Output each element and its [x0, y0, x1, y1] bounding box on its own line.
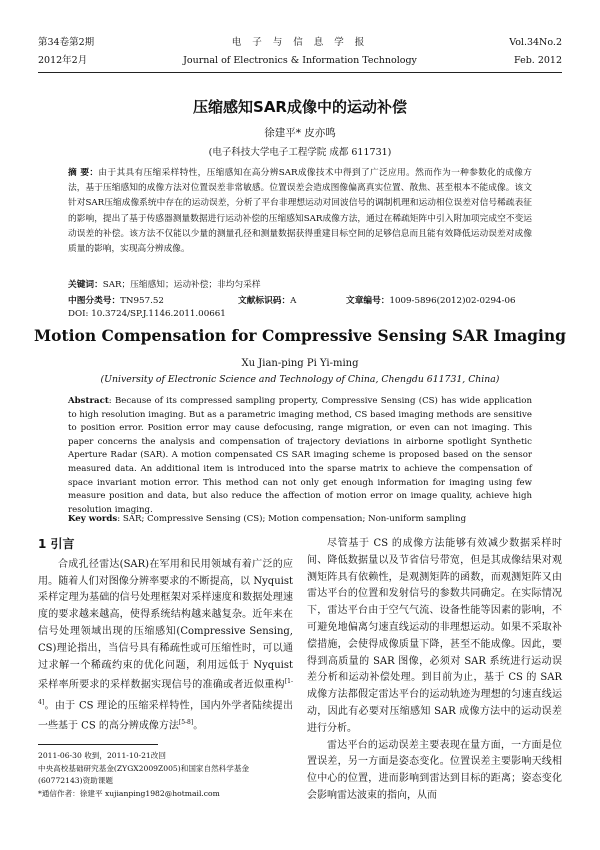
abstract-cn-label: 摘 要：	[68, 168, 99, 178]
clc-value: TN957.52	[120, 296, 164, 306]
funding-note: 中央高校基础研究基金(ZYGX2009Z005)和国家自然科学基金(60772143)资助课题	[38, 763, 250, 785]
body-column-left	[38, 536, 293, 735]
authors-cn: 徐建平* 皮亦鸣	[264, 127, 336, 139]
journal-name-en: Journal of Electronics & Information Technology	[183, 55, 417, 66]
title-en: Motion Compensation for Compressive Sensing SAR Imaging	[34, 326, 566, 345]
volume-en: Vol.34No.2	[509, 37, 562, 48]
clc-label: 中图分类号：	[68, 296, 121, 306]
date-cn: 2012年2月	[38, 55, 88, 66]
abstract-cn-text: 由于其具有压缩采样特性，压缩感知在高分辨SAR成像技术中得到了广泛应用。然而作为一种参数化的成像方法，基于压缩感知的成像方法对位置误差非常敏感。位置误差会造成图像偏离真实位置、散焦、甚至根本不能成像。该文针对SAR压缩成像系统中存在的运动误差，分析了平台非理想运动对回波信号的调制机理和运动相位误差对信号稀疏表征的影响，提出了基于传感器测量数据进行运动补偿的压缩感知SAR成像方法，通过在稀疏矩阵中引入附加项完成空不变运动误差的补偿。该方法不仅能以少量的测量孔径和测量数据获得重建目标空间的足够信息而且能有效降低运动误差对成像质量的影响，实现高分辨成像。	[68, 168, 532, 255]
keywords-en	[68, 514, 532, 524]
affiliation-cn: (电子科技大学电子工程学院 成都 611731)	[208, 147, 392, 158]
abstract-en	[68, 395, 532, 517]
doc-code-label: 文献标识码：	[238, 296, 291, 306]
header-rule	[38, 72, 562, 73]
intro-paragraph-1: 合成孔径雷达(SAR)在军用和民用领域有着广泛的应用。随着人们对图像分辨率要求的不断提高，以 Nyquist 采样定理为基础的信号处理框架对采样速度和数据处理速度的要求越来越高，使得系统结构越来越复杂。近年来在信号处理领域出现的压缩感知(Compressive Sensing, CS)理论指出，当信号具有稀疏性或可压缩性时，可以通过求解一个稀疏约束的优化问题，利用远低于 Nyquist 采样率所要求的采样数据实现信号的准确或者近似重构[1-4]。由于 CS 理论的压缩采样特性，国内外学者陆续提出一些基于 CS 的高分辨成像方法[5-8]。	[38, 558, 293, 731]
running-header	[38, 34, 562, 74]
body-column-right	[307, 536, 562, 805]
intro-paragraph-3: 雷达平台的运动误差主要表现在量方面，一方面是位置误差，另一方面是姿态变化。位置误差主要影响天线相位中心的位置，进而影响到雷达到目标的距离；姿态变化会影响雷达波束的指向，从而	[307, 739, 562, 801]
journal-name-cn: 电 子 与 信 息 学 报	[231, 37, 369, 48]
authors-en: Xu Jian-ping Pi Yi-ming	[241, 358, 359, 369]
footnote-rule	[38, 744, 158, 745]
abstract-en-text: : Because of its compressed sampling property, Compressive Sensing (CS) has wide application to high resolution imaging. But as a parametric imaging method, CS based imaging methods are sensitive to position error. Position error may cause defocusing, range migration, or even can not imaging. This paper concerns the analysis and compensation of trajectory deviations in airborne spotlight Synthetic Aperture Radar (SAR). A motion compensated CS SAR imaging scheme is proposed based on the sensor measured data. An additional item is introduced into the sparse matrix to achieve the compensation of space invariant motion error. This method can not only get enough information for imaging using few measure position and data, but also reduce the affection of motion error on image quality, achieve high resolution imaging.	[68, 396, 532, 515]
section-heading-intro: 1 引言	[38, 537, 75, 551]
keywords-cn-label: 关键词：	[68, 280, 103, 290]
affiliation-en: (University of Electronic Science and Technology of China, Chengdu 611731, China)	[100, 374, 500, 385]
article-no-label: 文章编号：	[346, 296, 390, 306]
doc-code-value: A	[290, 296, 297, 306]
doi: DOI: 10.3724/SP.J.1146.2011.00661	[68, 309, 226, 319]
citation-1-4: [1-4]	[38, 678, 293, 706]
title-cn: 压缩感知SAR成像中的运动补偿	[193, 98, 407, 116]
abstract-cn	[68, 166, 532, 257]
keywords-en-label: Key words	[68, 514, 118, 524]
received-date: 2011-06-30 收到，2011-10-21改回	[38, 751, 166, 760]
article-no-value: 1009-5896(2012)02-0294-06	[389, 296, 516, 306]
abstract-en-label: Abstract	[68, 396, 109, 406]
keywords-cn-text: SAR；压缩感知；运动补偿；非均匀采样	[102, 280, 261, 290]
intro-paragraph-2: 尽管基于 CS 的成像方法能够有效减少数据采样时间、降低数据量以及节省信号带宽，但是其成像结果对观测矩阵具有依赖性，是观测矩阵的函数，而观测矩阵又由雷达平台的位置和发射信号的参数共同确定。在实际情况下，雷达平台由于空气气流、设备性能等因素的影响，不可避免地偏离匀速直线运动的非理想运动。如果不采取补偿措施，会使得成像质量下降，甚至不能成像。因此，要得到高质量的 SAR 图像，必须对 SAR 系统进行运动误差分析和运动补偿处理。到目前为止，基于 CS 的 SAR 成像方法都假定雷达平台的运动轨迹为理想的匀速直线运动，因此有必要对压缩感知 SAR 成像方法中的运动误差进行分析。	[307, 538, 562, 734]
footnotes	[38, 750, 293, 800]
header-right	[509, 34, 562, 70]
citation-5-8: [5-8]	[178, 718, 194, 726]
volume-cn: 第34卷第2期	[38, 37, 95, 48]
header-center	[38, 34, 562, 70]
keywords-en-text: : SAR; Compressive Sensing (CS); Motion compensation; Non-uniform sampling	[117, 514, 467, 524]
corresponding-author: *通信作者：徐建平 xujianping1982@hotmail.com	[38, 788, 220, 798]
date-en: Feb. 2012	[514, 55, 562, 66]
